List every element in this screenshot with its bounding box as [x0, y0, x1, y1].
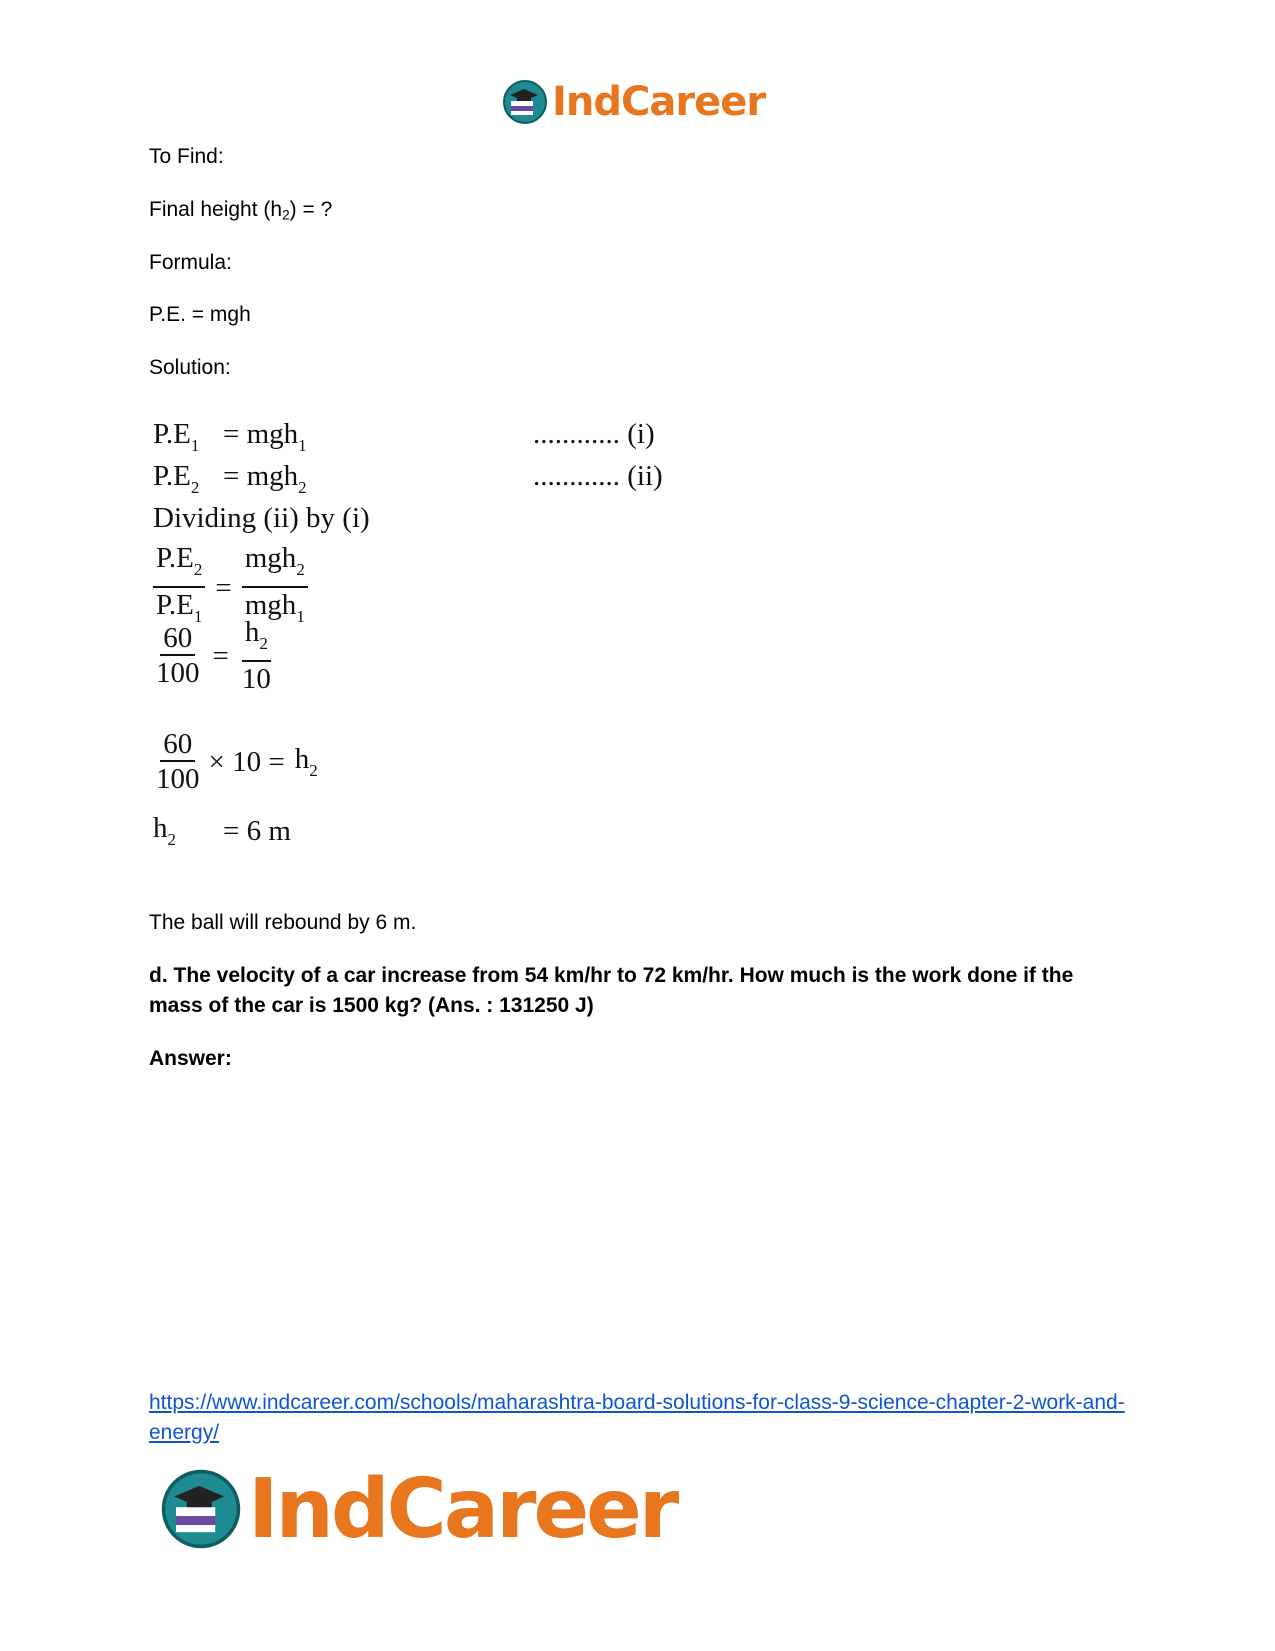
header-logo — [502, 78, 765, 126]
formula-label: Formula: — [149, 251, 232, 274]
graduation-book-icon — [160, 1468, 242, 1550]
equation-pe2: $P.E_2$ = mgh$_2$ — [153, 460, 307, 497]
ratio-equation: $\frac{P.E_2}{P.E_1}$ = $\frac{mgh_2}{mgh_1}$ — [153, 542, 308, 634]
question-d: d. The velocity of a car increase from 54 km/hr to 72 km/hr. How much is the work done if the mass of the car is 1500 kg? (Ans. : 131250 J) — [149, 964, 1074, 1017]
dividing-text: Dividing (ii) by (i) — [153, 502, 370, 534]
equation-pe1: $P.E_1$ = mgh$_1$ — [153, 418, 307, 455]
equation-ref-ii: ............ (ii) — [533, 460, 663, 492]
fraction-h2-10: $\frac{h_2}{10}$ — [241, 616, 271, 695]
to-find-label: To Find: — [149, 145, 224, 168]
logo-wordmark: IndCareer — [552, 79, 766, 125]
equation-ref-i: ............ (i) — [533, 418, 655, 450]
fraction-mgh: $\frac{mgh_2}{mgh_1}$ — [242, 542, 308, 634]
graduation-book-icon — [502, 79, 548, 125]
final-height-line: Final height $(h_2)$ = ? — [149, 198, 333, 223]
footer-logo — [160, 1461, 677, 1557]
fraction-60-100: $\frac{60}{100}$ — [156, 622, 200, 689]
solution-label: Solution: — [149, 356, 231, 379]
formula-text: P.E. = mgh — [149, 303, 251, 326]
answer-label: Answer: — [149, 1047, 232, 1070]
numeric-ratio-equation: $\frac{60}{100}$ = $\frac{h_2}{10}$ — [153, 616, 274, 696]
fraction-60-100-b: $\frac{60}{100}$ — [156, 728, 200, 795]
fraction-pe: $\frac{P.E_2}{P.E_1}$ — [153, 542, 205, 634]
source-link[interactable]: https://www.indcareer.com/schools/maharashtra-board-solutions-for-class-9-science-chapter-2-work-and-energy/ — [149, 1391, 1125, 1444]
multiply-equation: $\frac{60}{100}$ × 10 = $h_2$ — [153, 728, 318, 796]
logo-wordmark: IndCareer — [248, 1461, 677, 1557]
final-result: $h_2$ = 6 m — [153, 812, 291, 849]
conclusion-text: The ball will rebound by 6 m. — [149, 911, 417, 934]
